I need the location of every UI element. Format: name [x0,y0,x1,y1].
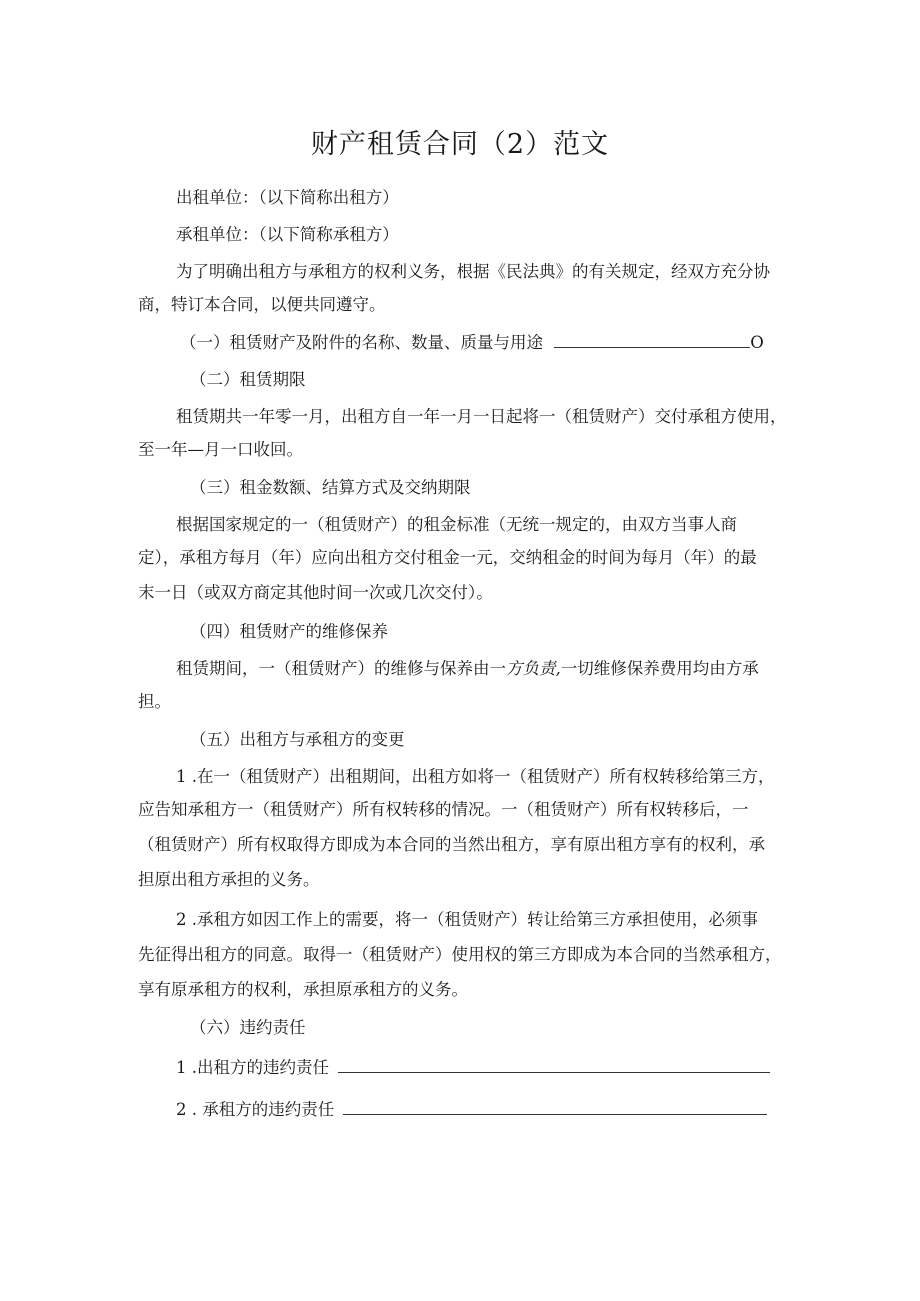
section-2-heading: （二）租赁期限 [190,370,306,389]
fill-blank [343,1100,767,1115]
lessee-line: 承租单位：（以下简称承租方） [176,225,399,244]
section-2-line-1: 租赁期共一年零一月，出租方自一年一月一日起将一（租赁财产）交付承租方使用， [176,407,787,426]
intro-line-1: 为了明确出租方与承租方的权利义务，根据《民法典》的有关规定，经双方充分协 [176,262,770,281]
section-4-heading: （四）租赁财产的维修保养 [190,622,388,641]
section-4-text-a: 租赁期间，一（租赁财产）的维修与保养由一 [176,659,506,678]
section-5-p2-line-2: 先征得出租方的同意。取得一（租赁财产）使用权的第三方即成为本合同的当然承租方， [138,945,782,964]
section-4-line-2: 担。 [138,692,171,711]
intro-line-2: 商，特订本合同，以便共同遵守。 [138,295,386,314]
section-2-line-2: 至一年—月一口收回。 [138,440,303,459]
section-5-p2-line-1: 2 .承租方如因工作上的需要，将一（租赁财产）转让给第三方承担使用，必须事 [176,910,758,929]
section-6-heading: （六）违约责任 [190,1018,306,1037]
section-3-heading: （三）租金数额、结算方式及交纳期限 [190,478,471,497]
fill-blank [554,333,750,348]
section-6-item-2 [176,1100,826,1120]
section-4-text-italic: 方负责, [506,659,561,678]
section-3-line-1: 根据国家规定的一（租赁财产）的租金标准（无统一规定的，由双方当事人商 [176,515,737,534]
section-6-item-1 [176,1058,826,1078]
section-5-heading: （五）出租方与承租方的变更 [190,730,405,749]
lessor-line: 出租单位：（以下简称出租方） [176,188,399,207]
section-1-end-mark: O [750,333,764,352]
fill-blank [338,1058,770,1073]
section-6-item-2-text: 2 . 承租方的违约责任 [176,1100,335,1119]
section-5-p1-line-2: 应告知承租方一（租赁财产）所有权转移的情况。一（租赁财产）所有权转移后，一 [138,800,749,819]
section-1-heading [180,333,830,353]
section-5-p1-line-3: （租赁财产）所有权取得方即成为本合同的当然出租方，享有原出租方享有的权利，承 [138,835,765,854]
section-6-item-1-text: 1 .出租方的违约责任 [176,1058,329,1077]
section-5-p1-line-1: 1 .在一（租赁财产）出租期间，出租方如将一（租赁财产）所有权转移给第三方， [176,767,775,786]
section-4-text-b: 一切维修保养费用均由方承 [560,659,759,678]
section-3-line-2: 定），承租方每月（年）应向出租方交付租金一元，交纳租金的时间为每月（年）的最 [138,548,757,567]
section-3-line-3: 末一日（或双方商定其他时间一次或几次交付）。 [138,583,493,602]
section-1-heading-text: （一）租赁财产及附件的名称、数量、质量与用途 [180,333,543,352]
section-5-p1-line-4: 担原出租方承担的义务。 [138,870,320,889]
document-title: 财产租赁合同（2）范文 [310,129,610,160]
section-5-p2-line-3: 享有原承租方的权利，承担原承租方的义务。 [138,980,468,999]
section-4-line-1 [176,659,826,679]
